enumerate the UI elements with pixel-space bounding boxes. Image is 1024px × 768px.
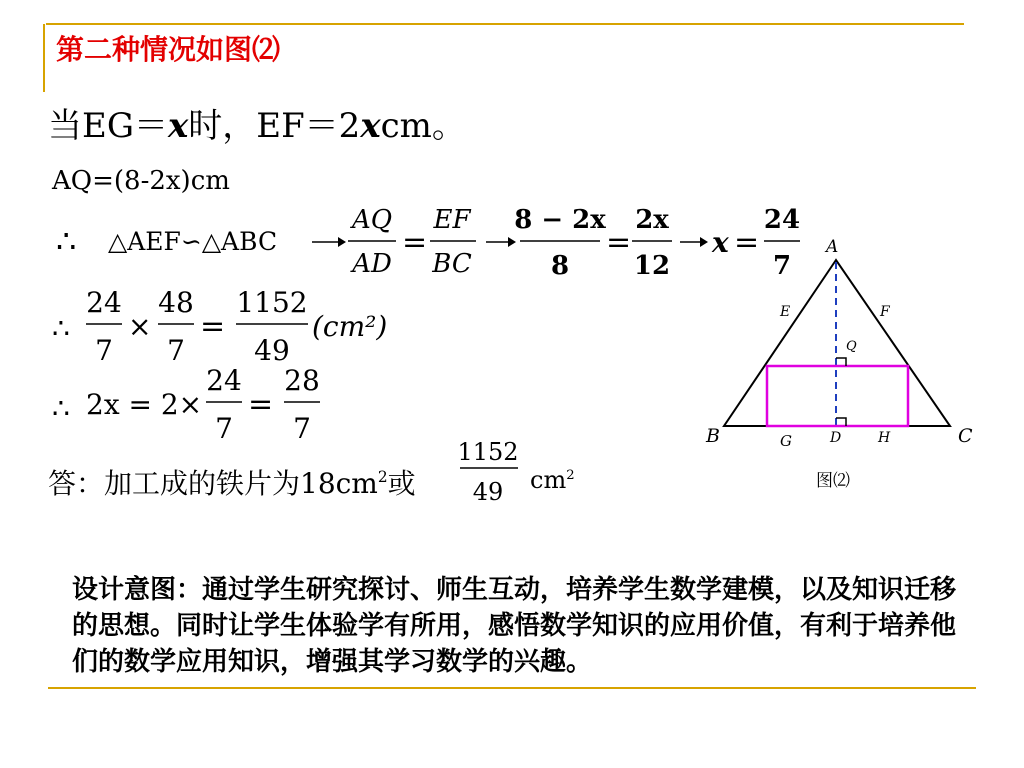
area-equation: [52, 286, 387, 367]
aq-expression: AQ=(8-2x)cm: [52, 166, 230, 196]
label-c: C: [958, 425, 973, 447]
condition-post: cm。: [380, 106, 466, 146]
answer-unit: cm: [530, 466, 567, 494]
frac2-den: BC: [432, 249, 472, 279]
area-eq: =: [200, 309, 226, 344]
answer-den: 49: [472, 478, 504, 506]
area-unit: (cm²): [312, 310, 388, 343]
condition-pre: 当EG＝: [48, 106, 168, 146]
frac1-num: AQ: [351, 205, 393, 235]
condition-var: x: [167, 106, 189, 146]
answer-text: 答：加工成的铁片为18cm: [48, 467, 378, 500]
condition-var2: x: [360, 106, 381, 146]
result-den: 7: [772, 251, 792, 281]
calc2-lhs: 2x = 2×: [86, 388, 203, 421]
design-intent-note: 设计意图：通过学生研究探讨、师生互动，培养学生数学建模，以及知识迁移的思想。同时让学生体验学有所用，感悟数学知识的应用价值，有利于培养他们的数学应用知识，增强其学习数学的兴趣。: [72, 575, 957, 677]
calc2-a-den: 7: [215, 412, 233, 445]
label-f: F: [880, 304, 890, 320]
label-e: E: [780, 304, 791, 320]
therefore-symbol: ∴: [56, 222, 77, 260]
eq-1: =: [402, 225, 428, 260]
eq-2: =: [606, 225, 632, 260]
answer-fraction: [457, 438, 518, 506]
calc2-b-num: 28: [284, 364, 320, 397]
label-q: Q: [846, 339, 857, 354]
answer-unit-sup: 2: [566, 467, 575, 483]
similarity-equation: [56, 205, 800, 281]
area-c-num: 1152: [236, 286, 308, 319]
area-a-den: 7: [95, 334, 113, 367]
similar-triangles: △AEF∽△ABC: [108, 227, 278, 256]
frac3-num: 8 − 2x: [514, 205, 606, 235]
frac2-num: EF: [433, 205, 471, 235]
label-g: G: [780, 432, 792, 450]
condition-mid: 时，EF＝2: [188, 106, 361, 146]
calc2-eq: =: [248, 387, 274, 422]
label-h: H: [878, 430, 891, 446]
triangle-figure: [705, 237, 973, 491]
frac1-den: AD: [352, 249, 392, 279]
area-c-den: 49: [254, 334, 290, 367]
answer-unit-wrap: [530, 466, 575, 494]
arrow-2-head: [508, 237, 516, 247]
answer-or: 或: [387, 467, 416, 500]
triangle-abc: [724, 260, 950, 426]
therefore-symbol-2: ∴: [52, 312, 70, 345]
label-a: A: [826, 237, 839, 257]
frac4-num: 2x: [635, 205, 669, 235]
area-b-num: 48: [158, 286, 194, 319]
answer-line: [48, 462, 416, 502]
answer-num: 1152: [457, 438, 519, 466]
slide-title: 第二种情况如图⑵: [56, 33, 281, 66]
result-num: 24: [763, 205, 801, 235]
inscribed-rectangle: [767, 366, 908, 426]
doubling-equation: [52, 364, 320, 445]
frac4-den: 12: [633, 251, 671, 281]
label-d: D: [830, 430, 842, 446]
figure-caption: 图⑵: [816, 471, 850, 491]
frac3-den: 8: [550, 251, 570, 281]
area-times: ×: [128, 310, 152, 343]
therefore-symbol-3: ∴: [52, 392, 70, 425]
arrow-3-head: [700, 237, 708, 247]
area-a-num: 24: [86, 286, 122, 319]
calc2-b-den: 7: [293, 412, 311, 445]
label-b: B: [706, 425, 720, 447]
calc2-a-num: 24: [206, 364, 242, 397]
answer-sup: 2: [377, 468, 388, 487]
eq-3: =: [734, 225, 760, 260]
arrow-1-head: [338, 237, 346, 247]
area-b-den: 7: [167, 334, 185, 367]
result-lhs: x: [712, 226, 729, 259]
